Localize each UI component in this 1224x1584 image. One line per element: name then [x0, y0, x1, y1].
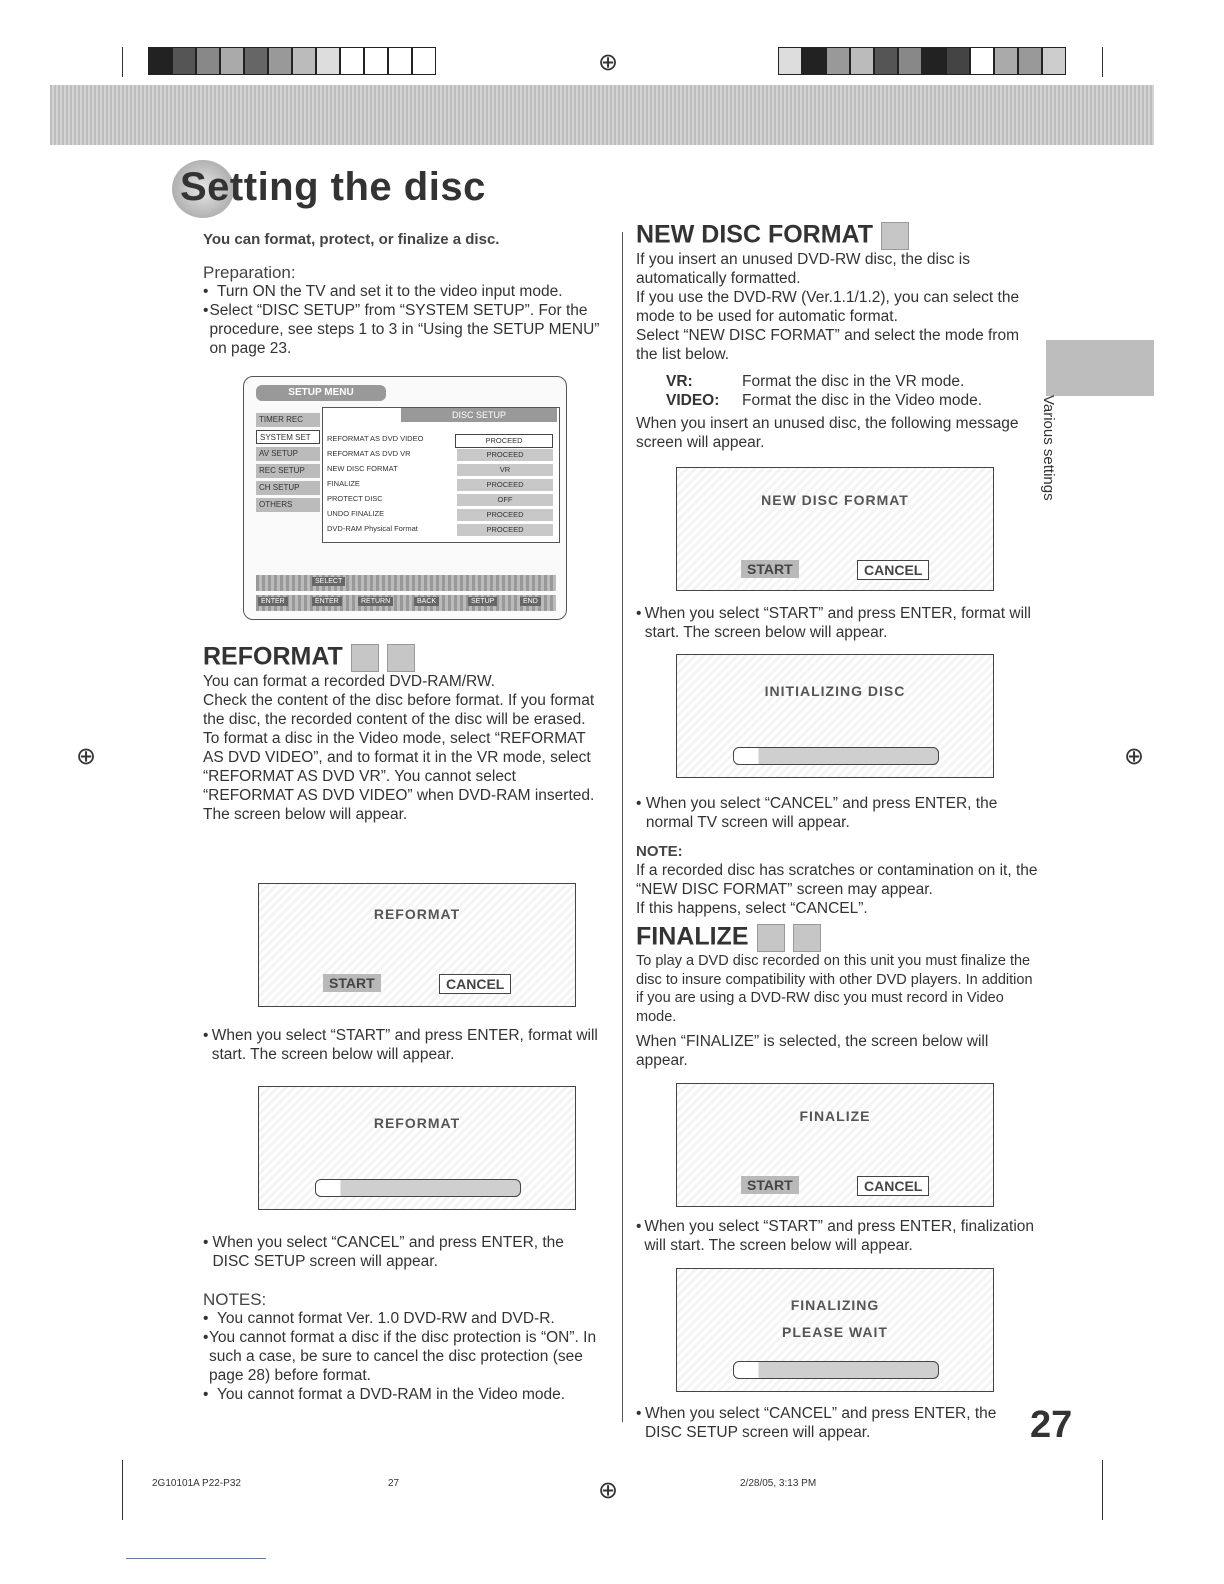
new-disc-para: Select “NEW DISC FORMAT” and select the mode from the list below.	[636, 327, 1020, 363]
menu-side-item: TIMER REC	[256, 413, 320, 427]
progress-bar	[733, 747, 939, 765]
prep-item	[203, 282, 605, 301]
header-band	[50, 85, 1154, 145]
reformat-para: You can format a recorded DVD-RAM/RW.	[203, 673, 496, 690]
cancel-button[interactable]: CANCEL	[857, 1176, 929, 1196]
bullet-icon: •	[203, 1386, 209, 1403]
reformat-heading	[203, 644, 605, 672]
reformat-progress-screen	[258, 1086, 576, 1210]
reformat-para: Check the content of the disc before format. If you format the disc, the recorded content of the disc will be erased.	[203, 692, 595, 728]
finalize-heading-text: FINALIZE	[636, 922, 749, 951]
progress-bar	[315, 1179, 521, 1197]
bullet-icon: •	[203, 302, 209, 319]
bullet-text: When you select “START” and press ENTER, format will start. The screen below will appear.	[644, 605, 1031, 641]
reformat-start-bullet	[203, 1026, 605, 1064]
start-button[interactable]: START	[741, 1176, 799, 1194]
bullet-icon: •	[203, 1310, 209, 1327]
menu-row-value: VR	[457, 464, 553, 476]
menu-row-value: PROCEED	[457, 509, 553, 521]
menu-row-label: FINALIZE	[327, 479, 360, 488]
bullet-text: When you select “CANCEL” and press ENTER, the DISC SETUP screen will appear.	[212, 1234, 564, 1270]
footer-page: 27	[388, 1478, 400, 1489]
menu-row	[327, 479, 555, 492]
bullet-icon: •	[636, 1218, 642, 1235]
note-item	[203, 1385, 605, 1404]
side-tab	[1046, 340, 1154, 396]
new-disc-section	[636, 222, 1040, 452]
intro: You can format, protect, or finalize a disc.	[203, 231, 500, 248]
footer-code: 2G10101A P22-P32	[152, 1478, 241, 1489]
menu-side-item: CH SETUP	[256, 481, 320, 495]
menu-row-value: PROCEED	[455, 434, 553, 448]
menu-row-value: OFF	[457, 494, 553, 506]
bullet-icon: •	[636, 1405, 642, 1422]
finalize-confirm-screen	[676, 1083, 994, 1207]
menu-row-label: REFORMAT AS DVD VIDEO	[327, 434, 424, 443]
r-disc-icon	[757, 924, 785, 952]
setup-menu-header: SETUP MENU	[256, 385, 386, 401]
menu-row-label: REFORMAT AS DVD VR	[327, 449, 411, 458]
bullet-text: When you select “START” and press ENTER, finalization will start. The screen below will appear.	[644, 1218, 1035, 1254]
finalize-start-bullet	[636, 1217, 1040, 1255]
setup-menu-screen	[243, 376, 567, 620]
column-divider	[622, 232, 623, 1422]
registration-bar-right	[778, 47, 1066, 75]
mode-key: VIDEO:	[666, 392, 720, 409]
finalize-para: To play a DVD disc recorded on this unit you must finalize the disc to insure compatibility with other DVD players. In addition if you are using a DVD-RW disc you must record in Video mode.	[636, 953, 1033, 1025]
note-line: If a recorded disc has scratches or contamination on it, the “NEW DISC FORMAT” screen may appear.	[636, 862, 1038, 898]
crop-mark	[1102, 1460, 1103, 1520]
disc-setup-panel	[322, 407, 560, 543]
new-disc-heading	[636, 222, 1040, 250]
ram-disc-icon	[351, 644, 379, 672]
menu-footer-bottom	[256, 595, 556, 611]
menu-footer-key: END	[520, 597, 541, 606]
note-text: You cannot format Ver. 1.0 DVD-RW and DVD-R.	[217, 1310, 555, 1327]
progress-bar	[733, 1361, 939, 1379]
note-section	[636, 842, 1040, 918]
note-line: If this happens, select “CANCEL”.	[636, 900, 868, 917]
screen-line1: FINALIZING	[790, 1297, 880, 1313]
screen-title: REFORMAT	[373, 1115, 461, 1131]
finalize-cancel-bullet	[636, 1404, 1016, 1442]
menu-row	[327, 464, 555, 477]
preparation-heading: Preparation:	[203, 263, 296, 282]
menu-footer-key: SETUP	[468, 597, 497, 606]
mode-desc: Format the disc in the Video mode.	[742, 392, 983, 409]
crop-mark	[1102, 47, 1103, 77]
note-item	[203, 1328, 605, 1385]
menu-footer-key: BACK	[414, 597, 439, 606]
finalize-para: When “FINALIZE” is selected, the screen below will appear.	[636, 1033, 989, 1069]
reformat-para: To format a disc in the Video mode, select “REFORMAT AS DVD VIDEO”, and to format it in the VR mode, select “REFORMAT AS DVD VR”. You cannot select “REFORMAT AS DVD VIDEO” when DVD-RAM inserted. The screen below will appear.	[203, 730, 595, 823]
menu-row-label: PROTECT DISC	[327, 494, 383, 503]
initializing-screen	[676, 654, 994, 778]
menu-row	[327, 449, 555, 462]
menu-row-label: NEW DISC FORMAT	[327, 464, 398, 473]
notes-section	[203, 1290, 605, 1404]
rw-disc-icon	[881, 222, 909, 250]
menu-row	[327, 509, 555, 522]
menu-footer-key: RETURN	[358, 597, 393, 606]
start-button[interactable]: START	[323, 974, 381, 992]
notes-heading: NOTES:	[203, 1290, 267, 1309]
crosshair-icon: ⊕	[598, 1477, 619, 1504]
footer-date: 2/28/05, 3:13 PM	[740, 1478, 817, 1489]
bullet-text: When you select “START” and press ENTER, format will start. The screen below will appear.	[211, 1027, 598, 1063]
menu-row-label: DVD-RAM Physical Format	[327, 524, 418, 533]
menu-side-item: SYSTEM SET	[256, 430, 320, 444]
crop-mark	[122, 1460, 123, 1520]
screen-title: NEW DISC FORMAT	[761, 492, 909, 508]
crosshair-icon: ⊕	[598, 49, 619, 76]
finalize-heading	[636, 924, 1040, 952]
rw-disc-icon	[793, 924, 821, 952]
bullet-icon: •	[203, 1329, 209, 1346]
bullet-icon: •	[636, 795, 642, 812]
start-button[interactable]: START	[741, 560, 799, 578]
bullet-icon: •	[636, 605, 642, 622]
prep-item-text: Turn ON the TV and set it to the video input mode.	[217, 283, 563, 300]
new-disc-heading-text: NEW DISC FORMAT	[636, 220, 874, 249]
page-number: 27	[1030, 1404, 1073, 1446]
menu-side-item: OTHERS	[256, 498, 320, 512]
menu-footer-key: ENTER	[258, 597, 288, 606]
mode-row	[636, 372, 1040, 391]
screen-title: FINALIZE	[799, 1108, 871, 1124]
new-disc-start-bullet	[636, 604, 1040, 642]
cancel-button[interactable]: CANCEL	[857, 560, 929, 580]
new-disc-para: If you use the DVD-RW (Ver.1.1/1.2), you can select the mode to be used for automatic format.	[636, 289, 1020, 325]
menu-row-value: PROCEED	[457, 524, 553, 536]
bullet-icon: •	[203, 283, 209, 300]
finalize-section	[636, 924, 1040, 1070]
prep-item	[203, 301, 605, 358]
crosshair-icon: ⊕	[76, 743, 97, 770]
note-text: You cannot format a DVD-RAM in the Video mode.	[217, 1386, 566, 1403]
registration-bar-left	[148, 47, 436, 75]
crop-mark	[122, 47, 123, 77]
cancel-button[interactable]: CANCEL	[439, 974, 511, 994]
rw-disc-icon	[387, 644, 415, 672]
reformat-heading-text: REFORMAT	[203, 642, 343, 671]
mode-row	[636, 391, 1040, 410]
note-heading: NOTE:	[636, 843, 683, 860]
note-text: You cannot format a disc if the disc protection is “ON”. In such a case, be sure to cancel the disc protection (see page 28) before format.	[208, 1329, 597, 1384]
menu-row-label: UNDO FINALIZE	[327, 509, 385, 518]
screen-line2: PLEASE WAIT	[782, 1324, 888, 1340]
prep-item-text: Select “DISC SETUP” from “SYSTEM SETUP”. For the procedure, see steps 1 to 3 in “Using the SETUP MENU” on page 23.	[209, 302, 600, 357]
new-disc-cancel-bullet	[636, 794, 1040, 832]
reformat-cancel-bullet	[203, 1233, 605, 1271]
crosshair-icon: ⊕	[1124, 743, 1145, 770]
side-tab-label: Various settings	[1040, 395, 1057, 501]
left-column	[203, 230, 605, 358]
menu-row	[327, 524, 555, 537]
screen-title: REFORMAT	[373, 906, 461, 922]
menu-row-value: PROCEED	[457, 479, 553, 491]
menu-footer-key: SELECT	[312, 577, 345, 586]
bullet-text: When you select “CANCEL” and press ENTER, the DISC SETUP screen will appear.	[644, 1405, 997, 1441]
mode-key: VR:	[666, 373, 693, 390]
menu-footer-top	[256, 575, 556, 591]
reformat-confirm-screen	[258, 883, 576, 1007]
bottom-rule	[126, 1558, 266, 1559]
screen-title: INITIALIZING DISC	[764, 683, 906, 699]
new-disc-confirm-screen	[676, 467, 994, 591]
menu-side-item: AV SETUP	[256, 447, 320, 461]
page-title: Setting the disc	[180, 165, 486, 209]
menu-row-value: PROCEED	[457, 449, 553, 461]
menu-side-item: REC SETUP	[256, 464, 320, 478]
finalizing-screen	[676, 1268, 994, 1392]
note-item	[203, 1309, 605, 1328]
unused-msg: When you insert an unused disc, the following message screen will appear.	[636, 415, 1019, 451]
reformat-section	[203, 644, 605, 824]
menu-footer-key: ENTER	[312, 597, 342, 606]
disc-setup-panel-title: DISC SETUP	[401, 408, 557, 422]
mode-desc: Format the disc in the VR mode.	[742, 373, 965, 390]
bullet-icon: •	[203, 1234, 209, 1251]
menu-row	[327, 434, 555, 447]
new-disc-para: If you insert an unused DVD-RW disc, the disc is automatically formatted.	[636, 251, 970, 287]
bullet-text: When you select “CANCEL” and press ENTER, the normal TV screen will appear.	[645, 795, 998, 831]
bullet-icon: •	[203, 1027, 209, 1044]
menu-row	[327, 494, 555, 507]
